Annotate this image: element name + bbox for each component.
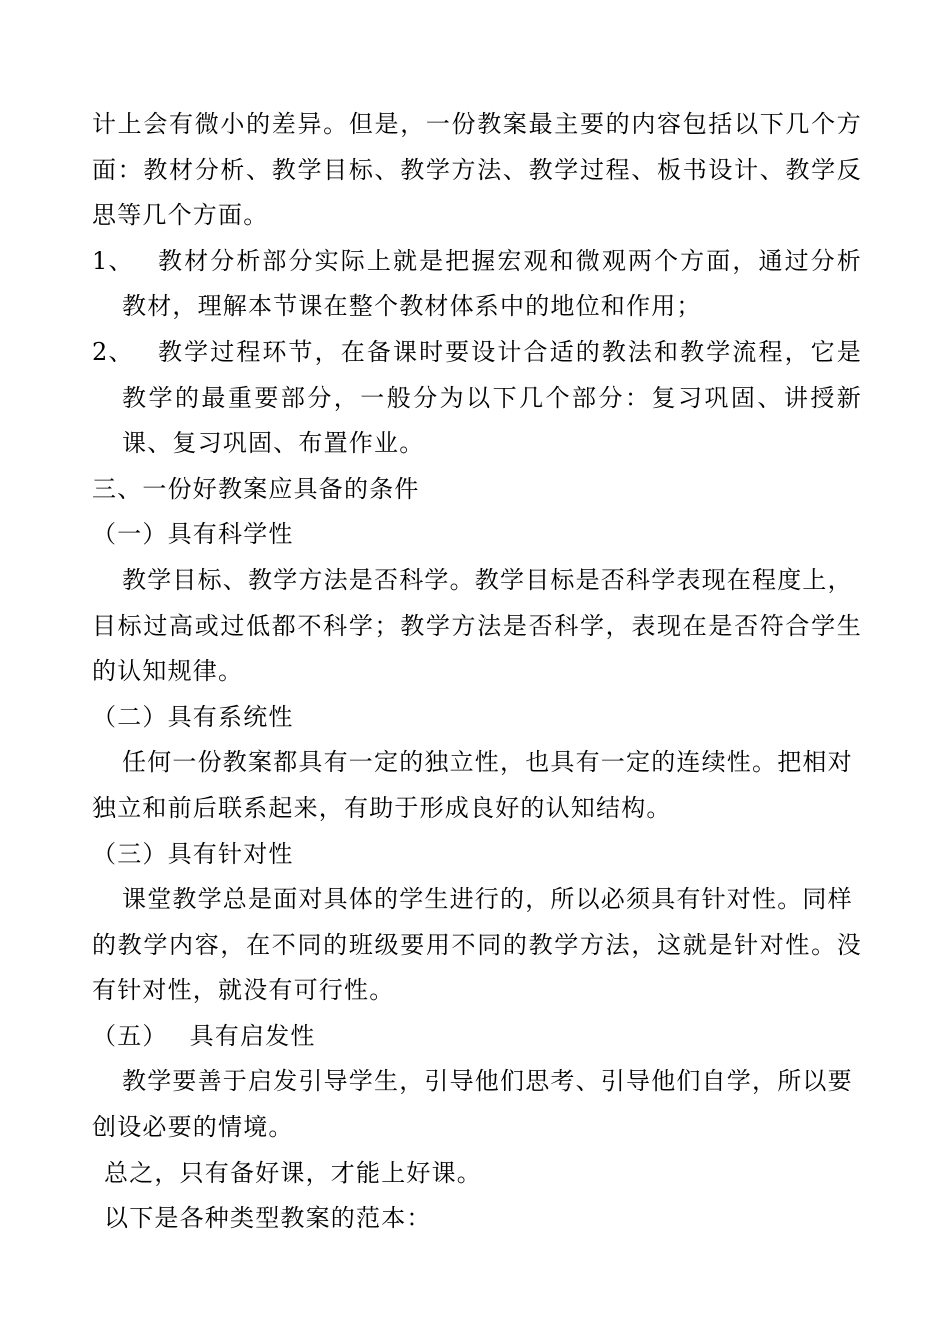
subsection-5-line-2: 创设必要的情境。 [92, 1113, 294, 1142]
subsection-2-line-1: 任何一份教案都具有一定的独立性，也具有一定的连续性。把相对 [122, 748, 853, 777]
closing-line: 以下是各种类型教案的范本： [104, 1204, 432, 1233]
document-page [92, 102, 862, 1242]
list-item-1-line-1: 教材分析部分实际上就是把握宏观和微观两个方面，通过分析 [158, 246, 862, 275]
subsection-5-heading-text: 具有启发性 [189, 1021, 316, 1050]
list-item-2-line-1: 教学过程环节，在备课时要设计合适的教法和教学流程，它是 [158, 337, 862, 366]
list-item-1-line-2: 教材，理解本节课在整个教材体系中的地位和作用； [122, 292, 702, 321]
subsection-1-line-3: 的认知规律。 [92, 657, 244, 686]
list-item-2-line-3: 课、复习巩固、布置作业。 [122, 429, 425, 458]
subsection-3-line-3: 有针对性，就没有可行性。 [92, 976, 395, 1005]
intro-line-3: 思等几个方面。 [92, 201, 269, 230]
subsection-1-heading: （一）具有科学性 [92, 520, 294, 549]
intro-line-2: 面：教材分析、教学目标、教学方法、教学过程、板书设计、教学反 [92, 155, 862, 184]
subsection-3-line-1: 课堂教学总是面对具体的学生进行的，所以必须具有针对性。同样 [122, 885, 853, 914]
subsection-5-heading-number: （五） [92, 1021, 168, 1050]
intro-line-1: 计上会有微小的差异。但是，一份教案最主要的内容包括以下几个方 [92, 110, 862, 138]
subsection-3-line-2: 的教学内容，在不同的班级要用不同的教学方法，这就是针对性。没 [92, 930, 862, 959]
list-item-2 [92, 330, 862, 376]
list-marker-2: 2、 [92, 337, 134, 366]
subsection-3-heading: （三）具有针对性 [92, 839, 294, 868]
subsection-2-line-2: 独立和前后联系起来，有助于形成良好的认知结构。 [92, 793, 672, 822]
subsection-1-line-2: 目标过高或过低都不科学；教学方法是否科学，表现在是否符合学生 [92, 611, 862, 640]
list-marker-1: 1、 [92, 246, 134, 275]
subsection-5-heading [92, 1014, 862, 1060]
summary-line: 总之，只有备好课，才能上好课。 [104, 1158, 482, 1187]
subsection-2-heading: （二）具有系统性 [92, 702, 294, 731]
section-3-heading: 三、一份好教案应具备的条件 [92, 474, 420, 503]
list-item-2-line-2: 教学的最重要部分，一般分为以下几个部分：复习巩固、讲授新 [122, 383, 862, 412]
subsection-1-line-1: 教学目标、教学方法是否科学。教学目标是否科学表现在程度上， [122, 565, 853, 594]
subsection-5-line-1: 教学要善于启发引导学生，引导他们思考、引导他们自学，所以要 [122, 1067, 853, 1096]
list-item-1 [92, 239, 862, 285]
